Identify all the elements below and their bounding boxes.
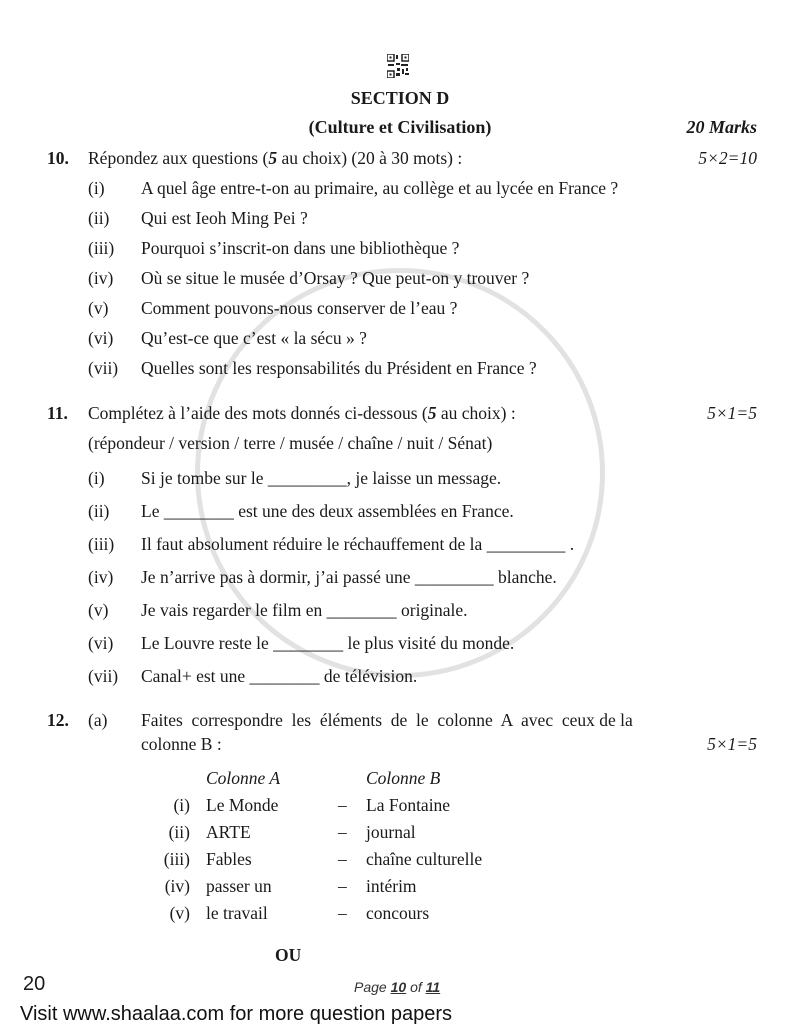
question-item: Pourquoi s’inscrit-on dans une bibliothèque ? — [141, 238, 460, 258]
column-a-item: passer un — [206, 876, 272, 896]
match-row-number: (ii) — [168, 822, 190, 842]
page-of: of — [410, 979, 422, 995]
page-code: 20 — [23, 973, 46, 995]
fill-blank-item: Si je tombe sur le _________, je laisse un message. — [141, 468, 502, 488]
prompt-count: 5 — [268, 148, 278, 168]
question-prompt-line2: colonne B : — [141, 734, 222, 754]
fill-blank-item: Je n’arrive pas à dormir, j’ai passé une _________ blanche. — [141, 567, 557, 587]
section-marks: 20 Marks — [686, 117, 757, 137]
question-item: Qui est Ieoh Ming Pei ? — [141, 208, 308, 228]
item-number: (iii) — [88, 238, 115, 258]
word-list: (répondeur / version / terre / musée / chaîne / nuit / Sénat) — [88, 433, 493, 453]
question-item: Comment pouvons-nous conserver de l’eau ? — [141, 298, 458, 318]
fill-blank-item: Le ________ est une des deux assemblées en France. — [141, 501, 514, 521]
visit-link[interactable]: Visit www.shaalaa.com for more question papers — [20, 1003, 453, 1025]
item-number: (vii) — [88, 666, 119, 686]
prompt-text: au choix) (20 à 30 mots) : — [277, 148, 463, 168]
item-number: (v) — [88, 298, 109, 318]
question-marks: 5×2=10 — [698, 148, 757, 168]
column-b-item: chaîne culturelle — [366, 849, 483, 869]
column-a-item: le travail — [206, 903, 268, 923]
fill-blank-item: Il faut absolument réduire le réchauffement de la _________ . — [141, 534, 575, 554]
column-b-header: Colonne B — [366, 768, 441, 788]
question-item: Où se situe le musée d’Orsay ? Que peut-on y trouver ? — [141, 268, 530, 288]
qr-code-icon — [387, 54, 409, 78]
question-number: 12. — [47, 710, 69, 730]
page-indicator — [354, 980, 440, 994]
match-dash: – — [338, 849, 347, 869]
question-item: Qu’est-ce que c’est « la sécu » ? — [141, 328, 367, 348]
item-number: (v) — [88, 600, 109, 620]
prompt-text: au choix) : — [436, 403, 516, 423]
match-row-number: (v) — [169, 903, 190, 923]
section-subtitle: (Culture et Civilisation) — [308, 117, 492, 137]
item-number: (iv) — [88, 567, 114, 587]
column-a-item: ARTE — [206, 822, 251, 842]
question-part: (a) — [88, 710, 108, 730]
item-number: (ii) — [88, 208, 110, 228]
column-b-item: La Fontaine — [366, 795, 451, 815]
page-total: 11 — [425, 979, 441, 995]
question-number: 11. — [47, 403, 68, 423]
item-number: (vi) — [88, 633, 114, 653]
fill-blank-item: Canal+ est une ________ de télévision. — [141, 666, 418, 686]
question-item: Quelles sont les responsabilités du Président en France ? — [141, 358, 537, 378]
match-dash: – — [338, 795, 347, 815]
item-number: (iii) — [88, 534, 115, 554]
or-separator: OU — [275, 945, 302, 965]
column-b-item: intérim — [366, 876, 417, 896]
page-current: 10 — [390, 979, 407, 995]
prompt-text: Complétez à l’aide des mots donnés ci-dessous ( — [88, 403, 428, 423]
prompt-text: Répondez aux questions ( — [88, 148, 269, 168]
fill-blank-item: Je vais regarder le film en ________ originale. — [141, 600, 468, 620]
match-row-number: (i) — [173, 795, 190, 815]
section-title: SECTION D — [350, 88, 450, 108]
match-dash: – — [338, 903, 347, 923]
item-number: (i) — [88, 468, 105, 488]
item-number: (iv) — [88, 268, 114, 288]
question-number: 10. — [47, 148, 69, 168]
question-prompt — [88, 150, 462, 168]
question-marks: 5×1=5 — [707, 734, 757, 754]
question-prompt-line1: Faites correspondre les éléments de le colonne A avec ceux de la — [141, 710, 633, 730]
item-number: (vi) — [88, 328, 114, 348]
fill-blank-item: Le Louvre reste le ________ le plus visité du monde. — [141, 633, 515, 653]
match-row-number: (iv) — [164, 876, 190, 896]
column-b-item: concours — [366, 903, 430, 923]
column-b-item: journal — [366, 822, 416, 842]
prompt-count: 5 — [427, 403, 437, 423]
item-number: (vii) — [88, 358, 119, 378]
item-number: (i) — [88, 178, 105, 198]
page-label: Page — [354, 979, 387, 995]
question-item: A quel âge entre-t-on au primaire, au collège et au lycée en France ? — [141, 178, 619, 198]
match-row-number: (iii) — [163, 849, 190, 869]
match-dash: – — [338, 876, 347, 896]
column-a-item: Le Monde — [206, 795, 279, 815]
column-a-item: Fables — [206, 849, 252, 869]
item-number: (ii) — [88, 501, 110, 521]
column-a-header: Colonne A — [206, 768, 281, 788]
question-prompt — [88, 405, 516, 423]
match-dash: – — [338, 822, 347, 842]
question-marks: 5×1=5 — [707, 403, 757, 423]
